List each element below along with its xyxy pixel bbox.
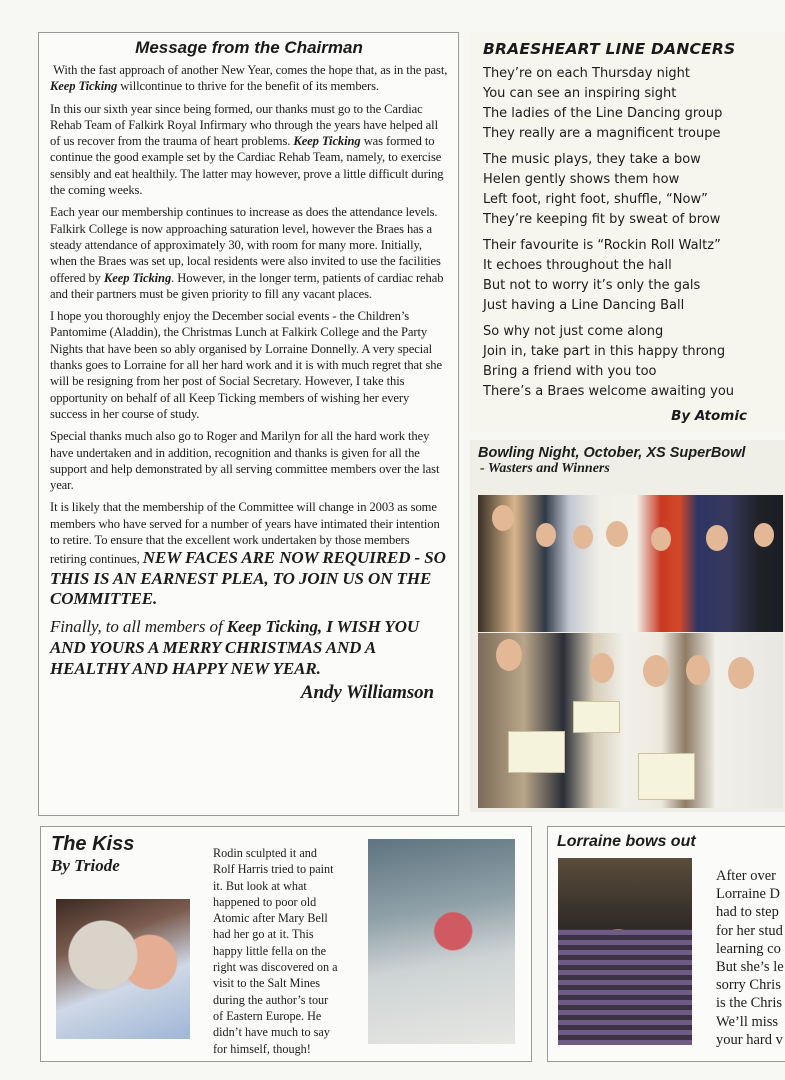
- chairman-message-article: [38, 32, 459, 816]
- poem-byline: By Atomic: [671, 408, 747, 424]
- poem-stanzas: [483, 64, 785, 402]
- lorraine-text: [716, 867, 784, 1049]
- lorraine-bows-out-article: [547, 826, 785, 1062]
- bowling-night-feature: [470, 440, 785, 812]
- poem-line: There’s a Braes welcome awaiting you: [483, 384, 735, 399]
- paragraph: It is likely that the membership of the Committee will change in 2003 as some members who have served for a number of years have intimated their intention to retire. To ensure that the excellent work undertaken by those members retiring continues, NEW FACES ARE NOW REQUIRED - SO THIS IS AN EARNEST PLEA, TO JOIN US ON THE COMMITTEE.: [50, 500, 446, 609]
- bowling-group-photo-women: [478, 495, 783, 632]
- paragraph: Each year our membership continues to increase as does the attendance levels. Falkirk College is now approaching saturation level, however the Braes has a steady attendance of approximately 30, with room for many more. Initially, when the Braes was set up, local residents were also invited to use the facilities offered by Keep Ticking. However, in the longer term, patients of cardiac rehab and their partners must be given priority to fill any vacant places.: [50, 205, 444, 301]
- lorraine-text-line: sorry Chris: [716, 977, 781, 994]
- signature: Andy Williamson: [300, 681, 434, 703]
- poem-title: BRAESHEART LINE DANCERS: [483, 40, 736, 58]
- line-dancers-poem: [470, 32, 785, 432]
- gnome-statue-photo: [368, 839, 515, 1044]
- bowling-subtitle: - Wasters and Winners: [480, 461, 610, 476]
- lorraine-text-line: had to step: [716, 904, 779, 921]
- paragraph: Special thanks much also go to Roger and Marilyn for all the hard work they have undertaken and in addition, recognition and thanks is given for all the support and help demonstrated by all serving committee members over the last year.: [50, 429, 440, 493]
- lorraine-text-line: We’ll miss: [716, 1013, 779, 1030]
- the-kiss-article: [40, 826, 532, 1062]
- poem-stanza: [483, 236, 785, 316]
- bowling-group-photo-men: [478, 633, 783, 808]
- kiss-title: The Kiss: [51, 833, 135, 855]
- lorraine-title: Lorraine bows out: [557, 833, 696, 850]
- closing-wishes: Finally, to all members of Keep Ticking, I WISH YOU AND YOURS A MERRY CHRISTMAS AND A HEALTHY AND HAPPY NEW YEAR.: [50, 616, 420, 678]
- poem-stanza: [483, 150, 785, 230]
- lorraine-text-line: But she’s le: [716, 959, 784, 976]
- kiss-byline: By Triode: [51, 856, 120, 875]
- lorraine-text-line: Lorraine D: [716, 886, 781, 903]
- poem-line: They’re keeping fit by sweat of brow: [483, 212, 721, 227]
- poem-line: It echoes throughout the hall: [483, 258, 672, 273]
- poem-line: Helen gently shows them how: [483, 172, 680, 187]
- lorraine-text-line: is the Chris: [716, 995, 783, 1012]
- committee-plea: NEW FACES ARE NOW REQUIRED - SO THIS IS AN EARNEST PLEA, TO JOIN US ON THE COMMITTEE.: [50, 548, 446, 609]
- keep-ticking-emphasis: Keep Ticking: [103, 270, 172, 285]
- paragraph: With the fast approach of another New Year, comes the hope that, as in the past, Keep Ticking willcontinue to thrive for the benefit of its members.: [50, 63, 448, 94]
- paragraph: I hope you thoroughly enjoy the December social events - the Children’s Pantomime (Aladdin), the Christmas Lunch at Falkirk College and the Party Nights that have been so ably organised by Lorraine Donnelly. A very special thanks goes to Lorraine for all her hard work and it is with much regret that she will be resigning from her post of Social Secretary. However, I take this opportunity on behalf of all Keep Ticking members of wishing her every success in her course of study.: [50, 309, 442, 421]
- poem-stanza: [483, 64, 785, 144]
- poem-line: Left foot, right foot, shuffle, “Now”: [483, 192, 708, 207]
- poem-line: They’re on each Thursday night: [483, 66, 691, 81]
- poem-line: The ladies of the Line Dancing group: [483, 106, 723, 121]
- keep-ticking-emphasis: Keep Ticking: [50, 79, 118, 94]
- poem-stanza: [483, 322, 785, 402]
- poem-line: Bring a friend with you too: [483, 364, 657, 379]
- chairman-title: Message from the Chairman: [135, 38, 363, 57]
- poem-line: Just having a Line Dancing Ball: [483, 298, 685, 313]
- paragraph: In this our sixth year since being formed, our thanks must go to the Cardiac Rehab Team of Falkirk Royal Infirmary who through the years have helped all of us recover from the trauma of heart problems. Keep Ticking was formed to continue the good example set by the Cardiac Rehab Team, namely, to exercise sensibly and eat healthily. The latter may however, prove a little difficult during the coming weeks.: [50, 101, 444, 198]
- kiss-text: Rodin sculpted it and Rolf Harris tried to paint it. But look at what happened to poor old Atomic after Mary Bell had her go at it. This happy little fella on the right was discovered on a visit to the Salt Mines during the author’s tour of Eastern Europe. He didn’t have much to say for himself, though!: [213, 846, 338, 1056]
- poem-line: You can see an inspiring sight: [483, 86, 677, 101]
- keep-ticking-emphasis: Keep Ticking: [293, 134, 361, 149]
- poem-line: But not to worry it’s only the gals: [483, 278, 701, 293]
- lorraine-text-line: learning co: [716, 940, 781, 957]
- bowling-title: Bowling Night, October, XS SuperBowl: [478, 445, 746, 461]
- poem-line: Join in, take part in this happy throng: [483, 344, 726, 359]
- poem-line: So why not just come along: [483, 324, 664, 339]
- kiss-photo: [56, 899, 190, 1039]
- lorraine-text-line: your hard v: [716, 1031, 783, 1048]
- poem-line: The music plays, they take a bow: [483, 152, 701, 167]
- lorraine-photo: [558, 858, 692, 1045]
- lorraine-text-line: After over: [716, 868, 776, 884]
- lorraine-text-line: for her stud: [716, 922, 783, 939]
- poem-line: They really are a magnificent troupe: [483, 126, 721, 141]
- poem-line: Their favourite is “Rockin Roll Waltz”: [483, 238, 721, 253]
